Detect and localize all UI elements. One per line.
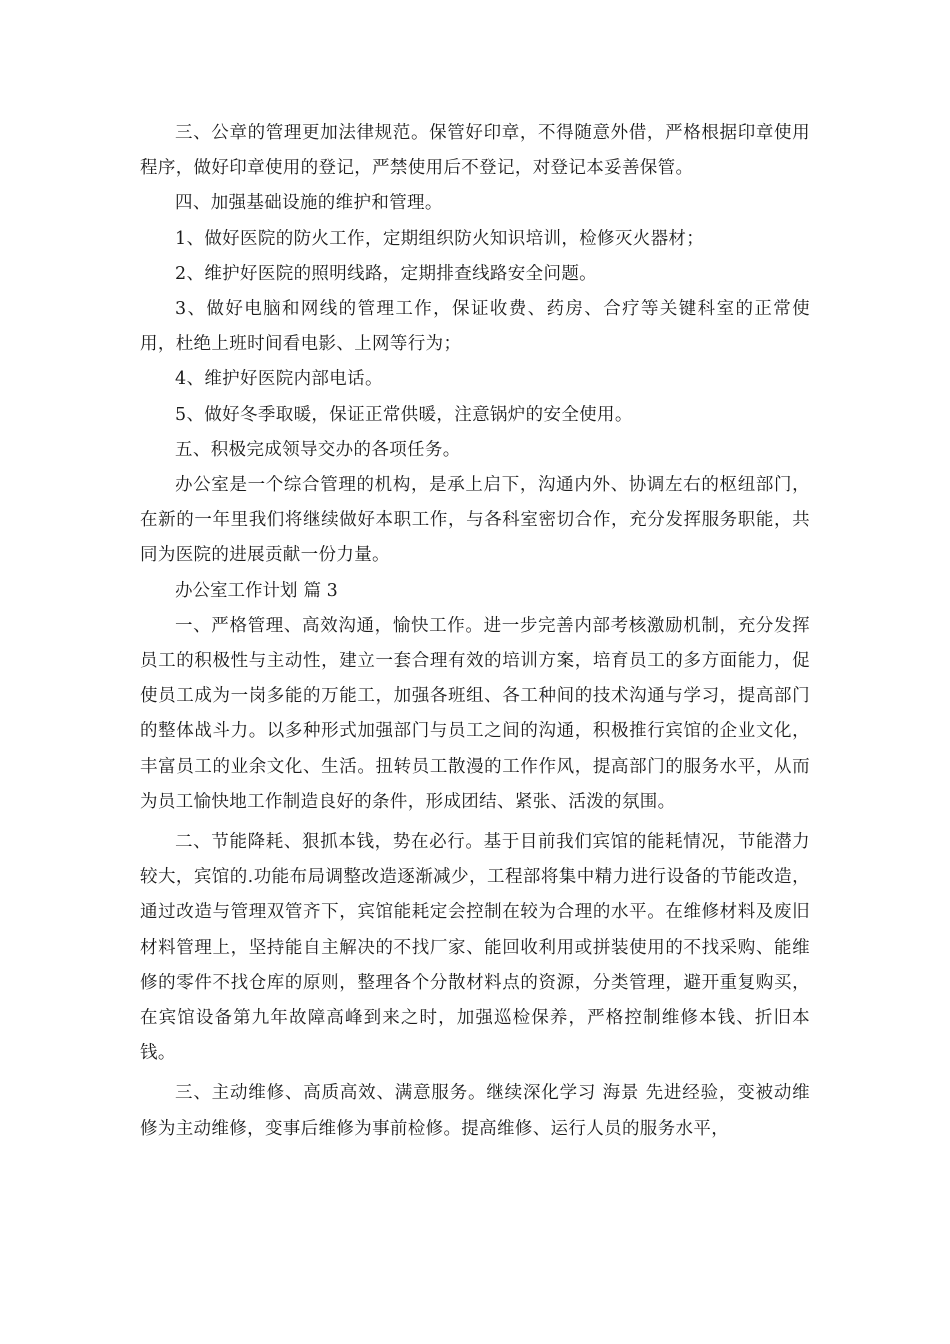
paragraph-management: 一、严格管理、高效沟通，愉快工作。进一步完善内部考核激励机制，充分发挥员工的积极性与主动性，建立一套合理有效的培训方案，培育员工的多方面能力，促使员工成为一岗多能的万能工，加强各班组、各工种间的技术沟通与学习，提高部门的整体战斗力。以多种形式加强部门与员工之间的沟通，积极推行宾馆的企业文化，丰富员工的业余文化、生活。扭转员工散漫的工作作风，提高部门的服务水平，从而为员工愉快地工作制造良好的条件，形成团结、紧张、活泼的氛围。 — [140, 615, 810, 812]
paragraph-item-lighting: 2、维护好医院的照明线路，定期排查线路安全问题。 — [175, 263, 598, 284]
paragraph-energy-saving: 二、节能降耗、狠抓本钱，势在必行。基于目前我们宾馆的能耗情况，节能潜力较大，宾馆的.功能布局调整改造逐渐减少，工程部将集中精力进行设备的节能改造，通过改造与管理双管齐下，宾馆能耗定会控制在较为合理的水平。在维修材料及废旧材料管理上，坚持能自主解决的不找厂家、能回收利用或拼装使用的不找采购、能维修的零件不找仓库的原则，整理各个分散材料点的资源，分类管理，避开重复购买，在宾馆设备第九年故障高峰到来之时，加强巡检保养，严格控制维修本钱、折旧本钱。 — [140, 832, 810, 1064]
document-body — [140, 116, 810, 1147]
paragraph-seal-management: 三、公章的管理更加法律规范。保管好印章，不得随意外借，严格根据印章使用程序，做好印章使用的登记，严禁使用后不登记，对登记本妥善保管。 — [140, 123, 810, 179]
paragraph-leadership-tasks: 五、积极完成领导交办的各项任务。 — [175, 439, 461, 460]
section-title: 办公室工作计划 — [175, 580, 298, 601]
paragraph-infrastructure-heading: 四、加强基础设施的维护和管理。 — [175, 193, 443, 214]
paragraph-item-network: 3、做好电脑和网线的管理工作，保证收费、药房、合疗等关键科室的正常使用，杜绝上班时间看电影、上网等行为； — [140, 299, 810, 355]
section-label: 篇 3 — [303, 580, 338, 601]
paragraph-item-heating: 5、做好冬季取暖，保证正常供暖，注意锅炉的安全使用。 — [175, 404, 633, 425]
paragraph-item-phone: 4、维护好医院内部电话。 — [175, 369, 383, 390]
paragraph-office-summary: 办公室是一个综合管理的机构，是承上启下，沟通内外、协调左右的枢纽部门，在新的一年里我们将继续做好本职工作，与各科室密切合作，充分发挥服务职能，共同为医院的进展贡献一份力量。 — [140, 475, 810, 566]
paragraph-item-fire: 1、做好医院的防火工作，定期组织防火知识培训，检修灭火器材； — [175, 228, 705, 249]
paragraph-active-maintenance: 三、主动维修、高质高效、满意服务。继续深化学习 海景 先进经验，变被动维修为主动维修，变事后维修为事前检修。提高维修、运行人员的服务水平， — [140, 1083, 810, 1139]
section-heading — [140, 574, 810, 609]
